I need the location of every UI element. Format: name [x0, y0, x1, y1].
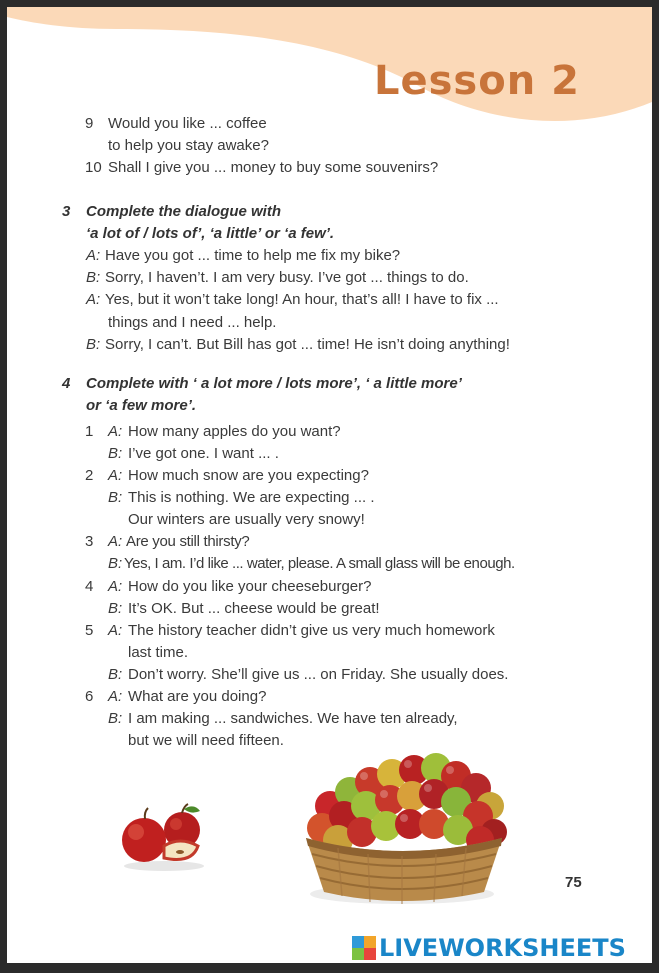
item-number: 10	[85, 159, 102, 176]
dialogue-line: What are you doing?	[128, 688, 267, 705]
speaker-label: A:	[86, 291, 101, 308]
exercise-heading: Complete with ‘ a lot more / lots more’, ‘ a little more’	[86, 375, 462, 392]
item-number: 1	[85, 423, 94, 440]
speaker-label: B:	[86, 336, 101, 353]
dialogue-line: Sorry, I can’t. But Bill has got ... time! He isn’t doing anything!	[105, 336, 510, 353]
dialogue-line: It’s OK. But ... cheese would be great!	[128, 600, 380, 617]
dialogue-line: Yes, but it won’t take long! An hour, that’s all! I have to fix ...	[105, 291, 499, 308]
dialogue-line: How much snow are you expecting?	[128, 467, 369, 484]
dialogue-line: I’ve got one. I want ... .	[128, 445, 279, 462]
speaker-label: A:	[108, 578, 123, 595]
dialogue-line: things and I need ... help.	[108, 314, 277, 331]
item-number: 4	[85, 578, 94, 595]
item-text: Would you like ... coffee	[108, 115, 267, 132]
item-number: 9	[85, 115, 94, 132]
speaker-label: A:	[108, 423, 123, 440]
speaker-label: A:	[108, 467, 123, 484]
speaker-label: B:	[86, 269, 101, 286]
liveworksheets-watermark[interactable]	[352, 933, 626, 963]
apples-icon	[112, 800, 212, 872]
liveworksheets-logo-icon	[352, 936, 376, 960]
speaker-label: B:	[108, 666, 123, 683]
speaker-label: B:	[108, 489, 123, 506]
speaker-label: A:	[108, 622, 123, 639]
dialogue-line: Our winters are usually very snowy!	[128, 511, 365, 528]
speaker-label: A:	[86, 247, 101, 264]
item-number: 2	[85, 467, 94, 484]
speaker-label: A:	[108, 688, 123, 705]
item-number: 6	[85, 688, 94, 705]
dialogue-line: Don’t worry. She’ll give us ... on Friday. She usually does.	[128, 666, 509, 683]
dialogue-line: How many apples do you want?	[128, 423, 341, 440]
exercise-number: 4	[62, 375, 71, 392]
speaker-label: A:	[108, 533, 123, 550]
dialogue-line: Sorry, I haven’t. I am very busy. I’ve got ... things to do.	[105, 269, 469, 286]
item-number: 3	[85, 533, 94, 550]
speaker-label: B:	[108, 445, 123, 462]
dialogue-line: I am making ... sandwiches. We have ten already,	[128, 710, 458, 727]
speaker-label: B:	[108, 555, 123, 572]
exercise-heading: ‘a lot of / lots of’, ‘a little’ or ‘a few’.	[86, 225, 335, 242]
dialogue-line: Yes, I am. I’d like ... water, please. A small glass will be enough.	[124, 555, 515, 572]
speaker-label: B:	[108, 710, 123, 727]
dialogue-line: Have you got ... time to help me fix my bike?	[105, 247, 401, 264]
dialogue-line: The history teacher didn’t give us very much homework	[128, 622, 495, 639]
exercise-heading: Complete the dialogue with	[86, 203, 282, 220]
item-text: Shall I give you ... money to buy some souvenirs?	[108, 159, 439, 176]
apple-basket-icon	[298, 746, 510, 906]
speaker-label: B:	[108, 600, 123, 617]
item-number: 5	[85, 622, 94, 639]
exercise-number: 3	[62, 203, 71, 220]
dialogue-line: How do you like your cheeseburger?	[128, 578, 372, 595]
page-number: 75	[565, 874, 582, 891]
lesson-title: Lesson 2	[374, 58, 580, 104]
watermark-text: LIVEWORKSHEETS	[379, 934, 626, 962]
dialogue-line: This is nothing. We are expecting ... .	[128, 489, 375, 506]
item-text: to help you stay awake?	[108, 137, 269, 154]
dialogue-line: Are you still thirsty?	[126, 533, 250, 550]
dialogue-line: but we will need fifteen.	[128, 732, 284, 749]
dialogue-line: last time.	[128, 644, 189, 661]
exercise-heading: or ‘a few more’.	[86, 397, 197, 414]
